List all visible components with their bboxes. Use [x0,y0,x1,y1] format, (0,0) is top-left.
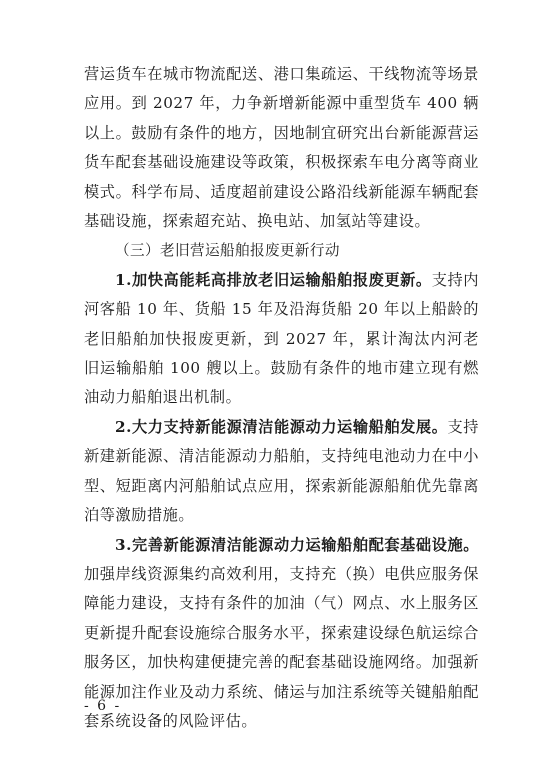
intro-paragraph: 营运货车在城市物流配送、港口集疏运、干线物流等场景应用。到 2027 年，力争新增新能源中重型货车 400 辆以上。鼓励有条件的地方，因地制宜研究出台新能源营运货车配套基础设施建设等政策，积极探索车电分离等商业模式。科学布局、适度超前建设公路沿线新能源车辆配套基础设施，探索超充站、换电站、加氢站等建设。 [84,65,479,231]
item-1-text: 支持内河客船 10 年、货船 15 年及沿海货船 20 年以上船龄的老旧船舶加快报废更新，到 2027 年，累计淘汰内河老旧运输船舶 100 艘以上。鼓励有条件的地市建立现有燃油动力船舶退出机制。 [84,270,480,407]
item-3-paragraph [84,531,479,737]
section-heading: （三）老旧营运船舶报废更新行动 [115,242,340,260]
item-3-title: 3.完善新能源清洁能源动力运输船舶配套基础设施。 [115,535,479,554]
item-1-paragraph [84,266,479,413]
item-2-text: 支持新建新能源、清洁能源动力船舶，支持纯电池动力在中小型、短距离内河船舶试点应用，探索新能源船舶优先靠离泊等激励措施。 [84,417,479,525]
item-2-paragraph [84,413,479,531]
item-1-title: 1.加快高能耗高排放老旧运输船舶报废更新。 [115,270,432,289]
item-2-title: 2.大力支持新能源清洁能源动力运输船舶发展。 [115,417,448,436]
item-3-text: 加强岸线资源集约高效利用，支持充（换）电供应服务保障能力建设，支持有条件的加油（气）网点、水上服务区更新提升配套设施综合服务水平，探索建设绿色航运综合服务区，加快构建便捷完善的配套基础设施网络。加强新能源加注作业及动力系统、储运与加注系统等关键船舶配套系统设备的风险评估。 [84,564,479,730]
page-number: - 6 - [84,698,122,714]
body-text [84,60,479,736]
